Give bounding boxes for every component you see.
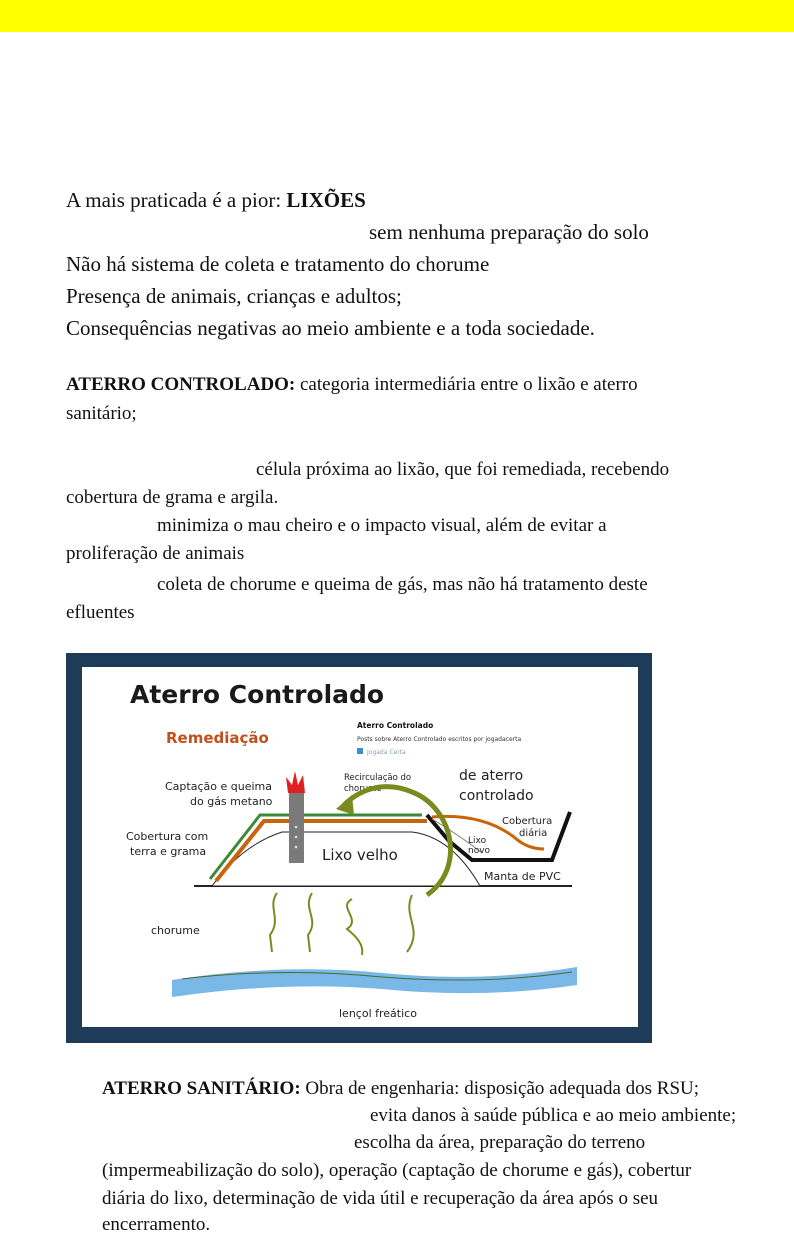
diagram-title: Aterro Controlado — [130, 680, 385, 709]
aterro-sanitario-line-4: (impermeabilização do solo), operação (captação de chorume e gás), cobertur — [102, 1160, 692, 1181]
label-gas-1: Captação e queima — [165, 780, 272, 793]
label-lixo-novo-2: novo — [468, 846, 491, 856]
aterro-controlado-p2a: minimiza o mau cheiro e o impacto visual, além de evitar a — [157, 515, 607, 536]
pipe-hole — [295, 846, 298, 849]
label-cob-terra-1: Cobertura com — [126, 830, 209, 843]
label-chorume: chorume — [151, 924, 200, 937]
lixoes-title-bold: LIXÕES — [286, 188, 366, 212]
aterro-sanitario-intro — [102, 1078, 699, 1100]
yellow-header-bar — [0, 0, 794, 32]
diagram-subtitle: Remediação — [166, 729, 269, 747]
aterro-controlado-figure — [66, 653, 652, 1043]
aterro-sanitario-line-5: diária do lixo, determinação de vida útil e recuperação da área após o seu — [102, 1188, 659, 1209]
pipe-hole — [295, 826, 298, 829]
aterro-controlado-intro-2: sanitário; — [66, 403, 137, 424]
aterro-controlado-intro — [66, 374, 638, 396]
aterro-sanitario-heading: ATERRO SANITÁRIO: — [102, 1078, 301, 1099]
label-recirc-1: Recirculação do — [344, 773, 412, 783]
label-lixo-novo-1: Lixo — [468, 836, 487, 846]
lixoes-line-4: Consequências negativas ao meio ambiente e a toda sociedade. — [66, 316, 595, 340]
label-gas-2: do gás metano — [190, 795, 273, 808]
label-lencol: lençol freático — [339, 1007, 417, 1020]
aterro-controlado-intro-text: categoria intermediária entre o lixão e aterro — [295, 374, 638, 395]
post-subtitle: Posts sobre Aterro Controlado escritos por jogadacerta — [357, 736, 522, 743]
label-cob-terra-2: terra e grama — [130, 845, 207, 858]
aterro-controlado-p3b: efluentes — [66, 602, 135, 623]
label-lixo-velho: Lixo velho — [322, 846, 398, 864]
lixoes-line-1: sem nenhuma preparação do solo — [369, 220, 649, 244]
pipe-hole — [295, 836, 298, 839]
label-recirc-2: chorume — [344, 784, 382, 794]
aterro-sanitario-line-2: evita danos à saúde pública e ao meio ambiente; — [370, 1105, 737, 1126]
aterro-sanitario-line-3: escolha da área, preparação do terreno — [354, 1132, 646, 1153]
author-icon — [357, 748, 363, 754]
label-cob-diaria-2: diária — [519, 828, 548, 839]
lixoes-line-2: Não há sistema de coleta e tratamento do chorume — [66, 252, 490, 276]
label-manta: Manta de PVC — [484, 870, 561, 883]
label-de-aterro: de aterro — [459, 768, 524, 784]
aterro-sanitario-line-6: encerramento. — [102, 1214, 211, 1235]
aterro-controlado-p2b: proliferação de animais — [66, 543, 245, 564]
aterro-controlado-p3a: coleta de chorume e queima de gás, mas não há tratamento deste — [157, 574, 648, 595]
aterro-sanitario-intro-text: Obra de engenharia: disposição adequada dos RSU; — [300, 1078, 700, 1099]
lixoes-title-prefix: A mais praticada é a pior: — [66, 188, 287, 212]
aterro-controlado-p1a: célula próxima ao lixão, que foi remediada, recebendo — [256, 459, 670, 480]
post-title: Aterro Controlado — [357, 721, 434, 730]
label-controlado: controlado — [459, 788, 534, 804]
lixoes-line-3: Presença de animais, crianças e adultos; — [66, 284, 402, 308]
post-author: Jogada Certa — [367, 749, 406, 756]
label-cob-diaria-1: Cobertura — [502, 816, 553, 827]
lixoes-title — [66, 188, 366, 213]
aterro-controlado-heading: ATERRO CONTROLADO: — [66, 374, 296, 395]
aterro-controlado-p1b: cobertura de grama e argila. — [66, 487, 279, 508]
aterro-diagram — [82, 667, 638, 1027]
